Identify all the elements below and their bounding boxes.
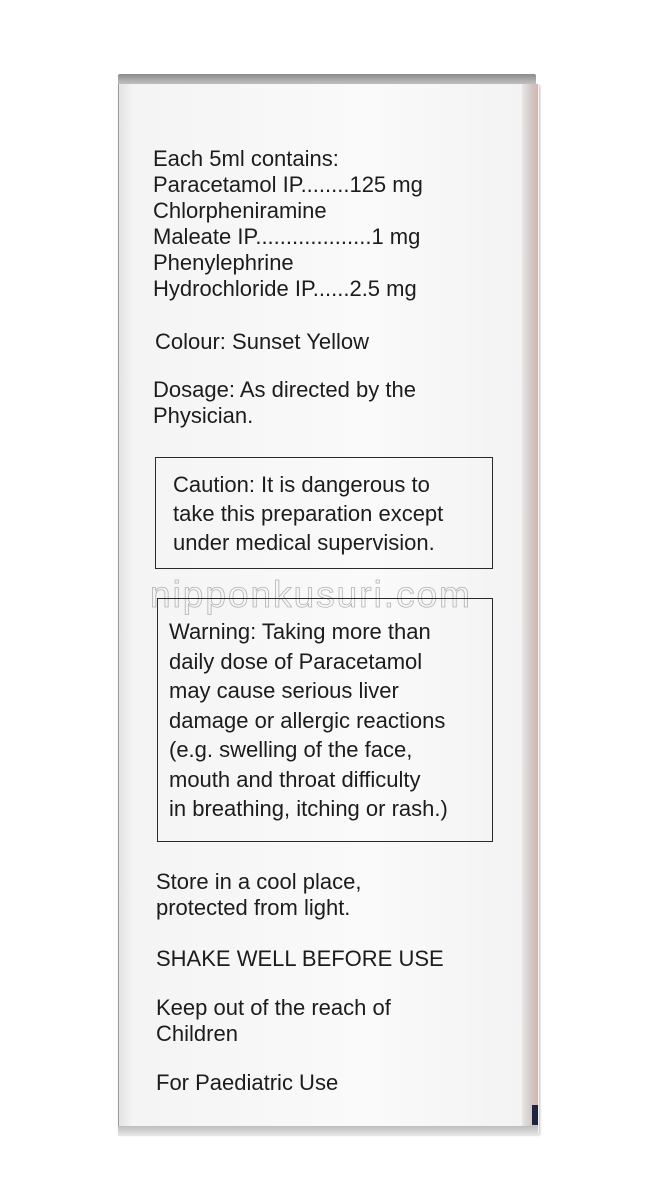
composition-heading: Each 5ml contains: bbox=[153, 146, 339, 171]
storage-line: protected from light. bbox=[156, 895, 351, 920]
box-right-edge bbox=[522, 84, 538, 1134]
warning-line: may cause serious liver bbox=[169, 678, 399, 703]
storage-line: Store in a cool place, bbox=[156, 869, 362, 894]
keep-out-block bbox=[156, 995, 391, 1047]
warning-line: in breathing, itching or rash.) bbox=[169, 796, 448, 821]
warning-line: mouth and throat difficulty bbox=[169, 766, 421, 792]
warning-line: damage or allergic reactions bbox=[169, 707, 446, 733]
keep-out-line: Keep out of the reach of bbox=[156, 995, 391, 1020]
caution-line: take this preparation except bbox=[173, 501, 444, 526]
ingredient-line: Paracetamol IP........125 mg bbox=[153, 172, 423, 197]
paediatric-use: For Paediatric Use bbox=[156, 1070, 339, 1095]
shake-instruction: SHAKE WELL BEFORE USE bbox=[156, 946, 444, 971]
dosage-line: Dosage: As directed by the bbox=[153, 377, 416, 402]
composition-block bbox=[153, 146, 423, 302]
ingredient-line: Hydrochloride IP......2.5 mg bbox=[153, 276, 417, 301]
caution-text bbox=[173, 470, 443, 557]
colour-line: Colour: Sunset Yellow bbox=[155, 329, 370, 354]
storage-block bbox=[156, 869, 361, 921]
warning-line: daily dose of Paracetamol bbox=[169, 648, 423, 674]
box-corner-mark bbox=[532, 1105, 538, 1125]
ingredient-line: Maleate IP...................1 mg bbox=[153, 224, 421, 249]
warning-line: (e.g. swelling of the face, bbox=[169, 737, 413, 762]
watermark-text: nipponkusuri.com bbox=[150, 574, 472, 615]
keep-out-line: Children bbox=[156, 1021, 238, 1046]
box-bottom-edge bbox=[118, 1126, 538, 1136]
dosage-line: Physician. bbox=[153, 403, 254, 428]
caution-line: Caution: It is dangerous to bbox=[173, 472, 430, 497]
ingredient-line: Chlorpheniramine bbox=[153, 198, 327, 223]
ingredient-line: Phenylephrine bbox=[153, 250, 294, 275]
warning-line: Warning: Taking more than bbox=[169, 619, 431, 644]
dosage-block bbox=[153, 377, 416, 429]
warning-text bbox=[169, 617, 448, 824]
caution-line: under medical supervision. bbox=[173, 530, 435, 555]
